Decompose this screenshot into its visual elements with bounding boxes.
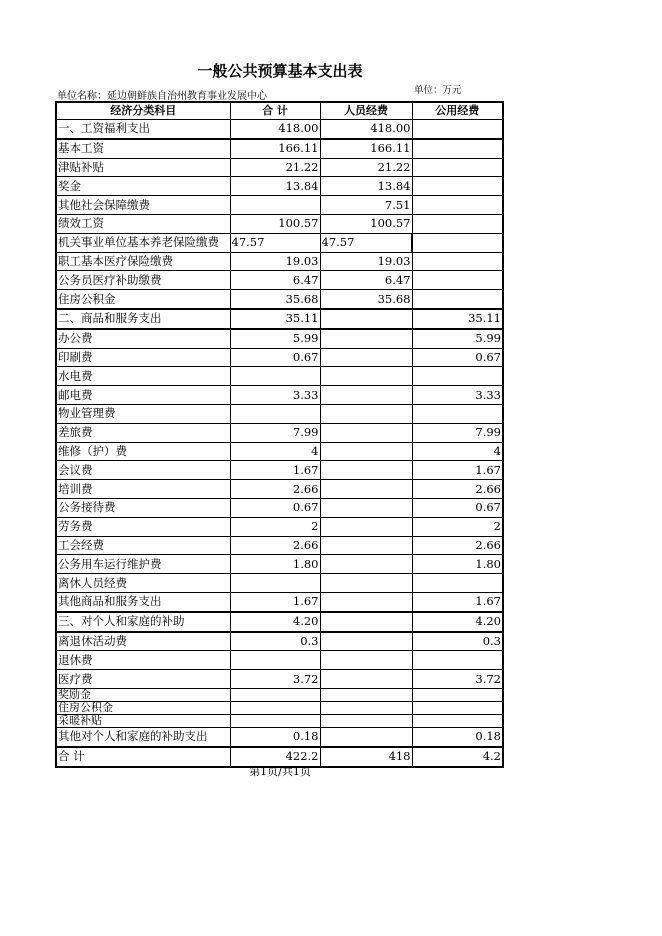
header-public: 公用经费 <box>412 102 503 120</box>
cell-public: 35.11 <box>412 309 503 329</box>
cell-personnel <box>320 714 412 727</box>
cell-total <box>230 196 320 215</box>
cell-personnel <box>320 536 412 555</box>
cell-personnel <box>320 480 412 499</box>
cell-personnel <box>320 423 412 442</box>
table-row <box>56 196 503 215</box>
cell-personnel <box>320 309 412 329</box>
table-row <box>56 233 503 252</box>
table-row <box>56 348 503 367</box>
cell-category: 奖励金 <box>56 688 230 701</box>
cell-total: 7.99 <box>230 423 320 442</box>
cell-personnel <box>320 612 412 632</box>
cell-total: 4.20 <box>230 612 320 632</box>
table-row <box>56 158 503 177</box>
cell-category: 基本工资 <box>56 139 230 158</box>
cell-category: 水电费 <box>56 367 230 386</box>
header-personnel: 人员经费 <box>320 102 412 120</box>
cell-personnel: 47.57 <box>320 233 412 252</box>
table-row <box>56 480 503 499</box>
table-row <box>56 214 503 233</box>
table-row <box>56 404 503 423</box>
cell-category: 合 计 <box>56 747 230 767</box>
cell-category: 离退休活动费 <box>56 632 230 651</box>
table-row <box>56 309 503 329</box>
cell-category: 职工基本医疗保险缴费 <box>56 252 230 271</box>
table-row <box>56 701 503 714</box>
cell-public: 1.67 <box>412 461 503 480</box>
cell-personnel <box>320 329 412 348</box>
cell-total: 2.66 <box>230 536 320 555</box>
header-total: 合 计 <box>230 102 320 120</box>
cell-public <box>412 688 503 701</box>
cell-category: 住房公积金 <box>56 290 230 309</box>
cell-category: 物业管理费 <box>56 404 230 423</box>
cell-total: 2 <box>230 517 320 536</box>
cell-personnel <box>320 498 412 517</box>
cell-total: 6.47 <box>230 271 320 290</box>
cell-personnel <box>320 555 412 574</box>
cell-total: 418.00 <box>230 120 320 139</box>
cell-total: 1.67 <box>230 461 320 480</box>
cell-category: 绩效工资 <box>56 214 230 233</box>
cell-public <box>412 701 503 714</box>
cell-category: 公务员医疗补助缴费 <box>56 271 230 290</box>
cell-personnel <box>320 670 412 689</box>
cell-public <box>412 158 503 177</box>
cell-personnel: 21.22 <box>320 158 412 177</box>
cell-personnel <box>320 688 412 701</box>
cell-total <box>230 574 320 593</box>
unit-name: 单位名称：延边朝鲜族自治州教育事业发展中心 <box>57 91 267 102</box>
cell-total <box>230 688 320 701</box>
cell-public: 1.80 <box>412 555 503 574</box>
cell-public <box>412 177 503 196</box>
cell-category: 津贴补贴 <box>56 158 230 177</box>
cell-personnel: 418.00 <box>320 120 412 139</box>
cell-category: 机关事业单位基本养老保险缴费 <box>56 233 230 252</box>
cell-category: 奖金 <box>56 177 230 196</box>
table-row <box>56 442 503 461</box>
table-row <box>56 612 503 632</box>
cell-public: 5.99 <box>412 329 503 348</box>
header-category: 经济分类科目 <box>56 102 230 120</box>
table-row <box>56 670 503 689</box>
cell-total <box>230 404 320 423</box>
cell-total: 0.18 <box>230 727 320 746</box>
cell-category: 住房公积金 <box>56 701 230 714</box>
cell-public <box>412 252 503 271</box>
cell-public <box>412 574 503 593</box>
unit-label: 单位：万元 <box>414 85 462 96</box>
cell-personnel <box>320 367 412 386</box>
cell-public <box>412 233 503 252</box>
table-row <box>56 688 503 701</box>
table-row <box>56 423 503 442</box>
cell-personnel: 100.57 <box>320 214 412 233</box>
cell-total: 5.99 <box>230 329 320 348</box>
cell-total: 21.22 <box>230 158 320 177</box>
cell-total: 1.67 <box>230 592 320 611</box>
cell-personnel <box>320 701 412 714</box>
cell-public: 0.18 <box>412 727 503 746</box>
cell-personnel <box>320 727 412 746</box>
cell-personnel: 13.84 <box>320 177 412 196</box>
cell-total <box>230 701 320 714</box>
cell-public: 0.67 <box>412 498 503 517</box>
cell-total: 13.84 <box>230 177 320 196</box>
cell-category: 三、对个人和家庭的补助 <box>56 612 230 632</box>
cell-category: 差旅费 <box>56 423 230 442</box>
cell-personnel <box>320 517 412 536</box>
cell-public: 4.20 <box>412 612 503 632</box>
cell-personnel: 19.03 <box>320 252 412 271</box>
cell-public <box>412 714 503 727</box>
cell-public <box>412 214 503 233</box>
cell-total <box>230 367 320 386</box>
table-row <box>56 517 503 536</box>
cell-category: 邮电费 <box>56 386 230 405</box>
table-row <box>56 290 503 309</box>
cell-personnel <box>320 404 412 423</box>
cell-category: 办公费 <box>56 329 230 348</box>
cell-personnel: 7.51 <box>320 196 412 215</box>
cell-personnel: 166.11 <box>320 139 412 158</box>
cell-category: 离休人员经费 <box>56 574 230 593</box>
cell-personnel <box>320 574 412 593</box>
cell-total: 0.67 <box>230 348 320 367</box>
cell-public <box>412 404 503 423</box>
cell-total: 35.68 <box>230 290 320 309</box>
table-row <box>56 139 503 158</box>
cell-total: 1.80 <box>230 555 320 574</box>
cell-personnel <box>320 632 412 651</box>
cell-personnel: 35.68 <box>320 290 412 309</box>
cell-total: 0.67 <box>230 498 320 517</box>
table-row <box>56 461 503 480</box>
table-row <box>56 329 503 348</box>
table-row <box>56 536 503 555</box>
cell-public <box>412 651 503 670</box>
cell-total: 35.11 <box>230 309 320 329</box>
cell-public <box>412 367 503 386</box>
table-row <box>56 367 503 386</box>
cell-total: 100.57 <box>230 214 320 233</box>
table-row <box>56 120 503 139</box>
cell-public <box>412 139 503 158</box>
cell-total: 3.72 <box>230 670 320 689</box>
table-row <box>56 592 503 611</box>
cell-category: 其他对个人和家庭的补助支出 <box>56 727 230 746</box>
cell-total: 3.33 <box>230 386 320 405</box>
table-row <box>56 651 503 670</box>
cell-category: 维修（护）费 <box>56 442 230 461</box>
cell-category: 医疗费 <box>56 670 230 689</box>
table-row <box>56 727 503 746</box>
cell-public: 0.3 <box>412 632 503 651</box>
cell-personnel: 6.47 <box>320 271 412 290</box>
cell-category: 退休费 <box>56 651 230 670</box>
cell-public: 3.72 <box>412 670 503 689</box>
cell-category: 其他商品和服务支出 <box>56 592 230 611</box>
cell-public <box>412 271 503 290</box>
cell-public: 2.66 <box>412 480 503 499</box>
cell-total: 166.11 <box>230 139 320 158</box>
table-row <box>56 177 503 196</box>
cell-total: 4 <box>230 442 320 461</box>
cell-total <box>230 651 320 670</box>
cell-public: 2.66 <box>412 536 503 555</box>
cell-category: 公务用车运行维护费 <box>56 555 230 574</box>
cell-public <box>412 120 503 139</box>
cell-category: 培训费 <box>56 480 230 499</box>
cell-public: 1.67 <box>412 592 503 611</box>
cell-category: 会议费 <box>56 461 230 480</box>
table-row <box>56 632 503 651</box>
cell-public <box>412 290 503 309</box>
cell-total: 2.66 <box>230 480 320 499</box>
cell-personnel <box>320 461 412 480</box>
cell-personnel <box>320 442 412 461</box>
cell-category: 公务接待费 <box>56 498 230 517</box>
cell-public: 4.2 <box>412 747 503 767</box>
cell-personnel <box>320 386 412 405</box>
budget-table <box>55 101 504 768</box>
cell-public: 0.67 <box>412 348 503 367</box>
cell-category: 工会经费 <box>56 536 230 555</box>
cell-total: 47.57 <box>230 233 320 252</box>
cell-personnel <box>320 348 412 367</box>
cell-category: 二、商品和服务支出 <box>56 309 230 329</box>
cell-category: 印刷费 <box>56 348 230 367</box>
table-row <box>56 555 503 574</box>
cell-total: 0.3 <box>230 632 320 651</box>
page-title: 一般公共预算基本支出表 <box>197 62 363 80</box>
cell-personnel <box>320 592 412 611</box>
cell-category: 劳务费 <box>56 517 230 536</box>
page-footer: 第1页/共1页 <box>249 765 311 778</box>
table-row <box>56 252 503 271</box>
cell-public: 7.99 <box>412 423 503 442</box>
cell-category: 一、工资福利支出 <box>56 120 230 139</box>
cell-personnel: 418 <box>320 747 412 767</box>
cell-personnel <box>320 651 412 670</box>
cell-total <box>230 714 320 727</box>
table-row <box>56 386 503 405</box>
cell-total: 19.03 <box>230 252 320 271</box>
cell-public: 2 <box>412 517 503 536</box>
cell-public: 4 <box>412 442 503 461</box>
cell-public: 3.33 <box>412 386 503 405</box>
cell-total: 422.2 <box>230 747 320 767</box>
table-row <box>56 574 503 593</box>
cell-public <box>412 196 503 215</box>
cell-category: 采暖补贴 <box>56 714 230 727</box>
table-header-row <box>56 102 503 120</box>
table-row <box>56 271 503 290</box>
table-row <box>56 714 503 727</box>
cell-category: 其他社会保障缴费 <box>56 196 230 215</box>
table-row <box>56 498 503 517</box>
